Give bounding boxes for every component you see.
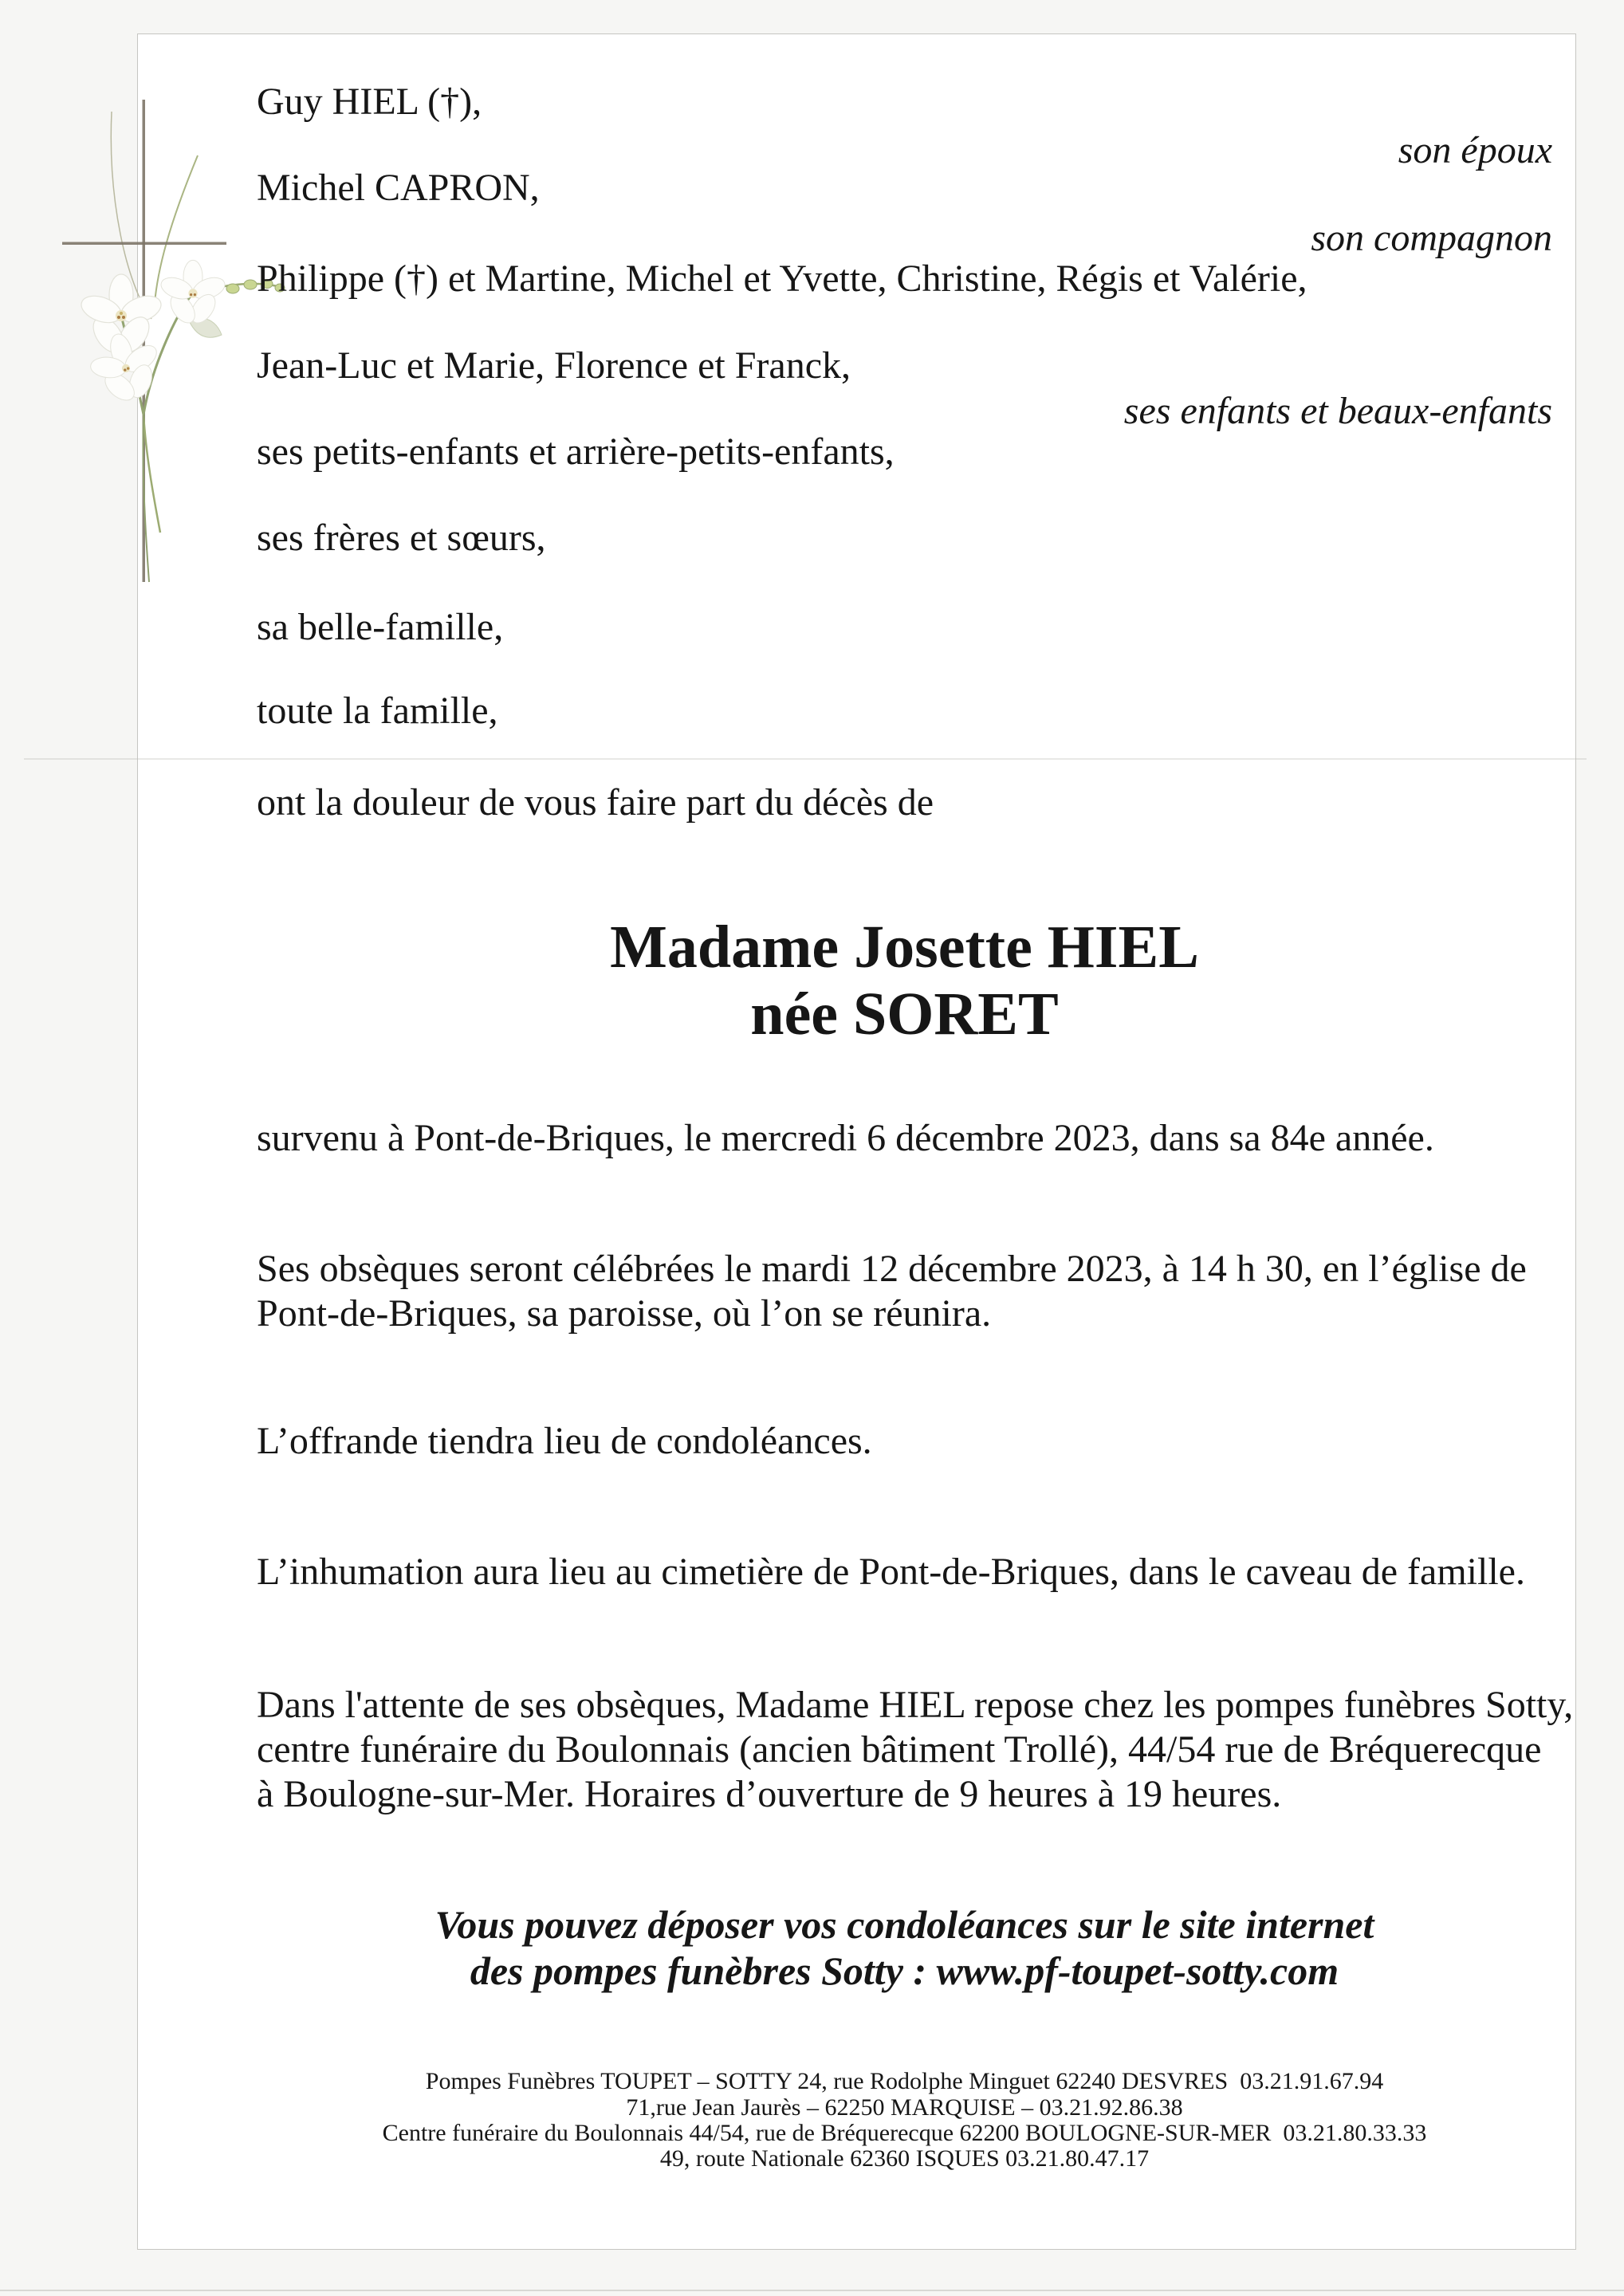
burial-info: L’inhumation aura lieu au cimetière de Pont-de-Briques, dans le caveau de famille. [257,1551,1525,1593]
stem-tail-icon [144,415,160,533]
relatives-siblings: ses frères et sœurs, [257,517,546,559]
relation-companion-label: son compagnon [1311,217,1552,259]
repose-info-line2: centre funéraire du Boulonnais (ancien bâtiment Trollé), 44/54 rue de Bréquerecque [257,1728,1542,1771]
funeral-home-address-boulogne: Centre funéraire du Boulonnais 44/54, rue de Bréquerecque 62200 BOULOGNE-SUR-MER 03.21.80.33.33 [382,2120,1427,2146]
announcement-text [257,0,1574,2296]
relation-husband-label: son époux [1398,129,1552,171]
offering-info: L’offrande tiendra lieu de condoléances. [257,1420,872,1462]
funeral-home-address-marquise: 71,rue Jean Jaurès – 62250 MARQUISE – 03.21.92.86.38 [626,2094,1183,2121]
funeral-home-address-isques: 49, route Nationale 62360 ISQUES 03.21.80.47.17 [659,2145,1150,2172]
relative-companion: Michel CAPRON, [257,167,540,209]
deceased-maiden-name: née SORET [750,981,1059,1048]
orchid-flower-icon [81,324,171,412]
relatives-grandchildren: ses petits-enfants et arrière-petits-enfants, [257,431,895,473]
relative-husband: Guy HIEL (†), [257,81,482,123]
relation-children-label: ses enfants et beaux-enfants [1123,390,1552,432]
relatives-in-laws: sa belle-famille, [257,606,504,648]
relatives-children-line1: Philippe (†) et Martine, Michel et Yvette, Christine, Régis et Valérie, [257,258,1307,300]
cross-horizontal-beam-icon [62,242,226,246]
relatives-children-line2: Jean-Luc et Marie, Florence et Franck, [257,344,851,387]
announcement-intro: ont la douleur de vous faire part du décès de [257,781,934,824]
condolences-website-line2: des pompes funèbres Sotty : www.pf-toupet-sotty.com [470,1948,1339,1993]
condolences-website-line1: Vous pouvez déposer vos condoléances sur le site internet [435,1902,1374,1947]
cross-and-orchids-decoration [32,80,295,622]
repose-info-line1: Dans l'attente de ses obsèques, Madame HIEL repose chez les pompes funèbres Sotty, [257,1684,1574,1726]
funeral-home-address-desvres: Pompes Funèbres TOUPET – SOTTY 24, rue Rodolphe Minguet 62240 DESVRES 03.21.91.67.94 [425,2068,1384,2094]
funeral-info-line1: Ses obsèques seront célébrées le mardi 12 décembre 2023, à 14 h 30, en l’église de [257,1248,1527,1290]
death-info: survenu à Pont-de-Briques, le mercredi 6 décembre 2023, dans sa 84e année. [257,1117,1434,1159]
repose-info-line3: à Boulogne-sur-Mer. Horaires d’ouverture de 9 heures à 19 heures. [257,1773,1282,1815]
funeral-info-line2: Pont-de-Briques, sa paroisse, où l’on se réunira. [257,1292,992,1335]
deceased-name: Madame Josette HIEL [610,914,1199,981]
orchid-flower-icon [158,260,227,327]
relatives-whole-family: toute la famille, [257,690,498,732]
